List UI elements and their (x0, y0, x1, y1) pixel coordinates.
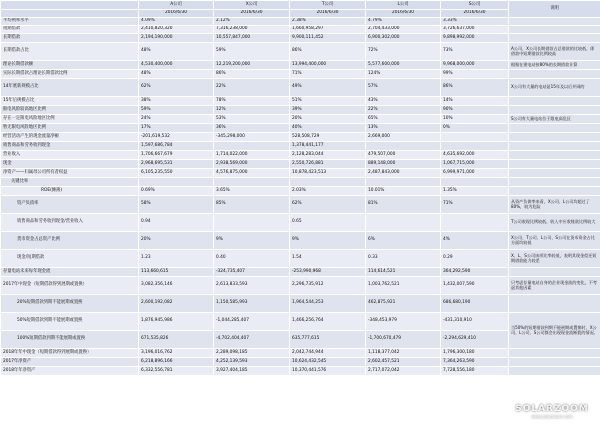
table-row (1, 97, 600, 106)
watermark-brand: SOLARZOOM (515, 404, 589, 414)
value-cell-x (214, 214, 290, 232)
value-cell-t: 2,296,735,912 (290, 277, 366, 295)
company-header-s: S公司 (441, 1, 509, 10)
value-cell-a: 4,530,400,000 (139, 61, 214, 70)
value-cell-a: 4.09% (139, 18, 214, 26)
value-cell-t: 0.65 (290, 214, 366, 232)
date-header-t: 2016/6/30 (290, 10, 366, 18)
value-cell-l: -348,453,979 (366, 313, 441, 331)
company-header-row (1, 1, 600, 10)
note-cell (509, 178, 600, 187)
value-cell-x: 2.12% (214, 18, 290, 26)
value-cell-l: 5,577,600,000 (366, 61, 441, 70)
value-cell-x: 86% (214, 70, 290, 79)
row-label: 2018年年中现金（短期借款得到展期或置换） (1, 349, 139, 358)
value-cell-a: 20% (139, 232, 214, 250)
value-cell-l: 6% (366, 232, 441, 250)
value-cell-a: 0.69% (139, 187, 214, 196)
value-cell-x (214, 142, 290, 151)
note-cell (509, 295, 600, 313)
value-cell-x: 3,927,404,185 (214, 367, 290, 376)
value-cell-x: 78% (214, 97, 290, 106)
value-cell-x: 2,289,098,185 (214, 349, 290, 358)
value-cell-s: 71% (441, 196, 509, 214)
row-label: 净资产——归属母公司所有者权益 (1, 169, 139, 178)
row-label: 长期借款占比 (1, 43, 139, 61)
value-cell-x: 4,576,875,000 (214, 169, 290, 178)
value-cell-l: 2,487,843,000 (366, 169, 441, 178)
value-cell-t: 1,466,256,764 (290, 313, 366, 331)
value-cell-l: 462,875,921 (366, 295, 441, 313)
value-cell-s: -2,294,629,410 (441, 331, 509, 349)
company-header-l: L公司 (366, 1, 441, 10)
note-cell (509, 142, 600, 151)
value-cell-s (441, 133, 509, 142)
value-cell-s: 10% (441, 115, 509, 124)
row-label: 14年底新规模占比 (1, 79, 139, 97)
note-cell (509, 358, 600, 367)
company-header-t: T公司 (290, 1, 366, 10)
table-row (1, 277, 600, 295)
value-cell-l (366, 214, 441, 232)
value-cell-a: 48% (139, 70, 214, 79)
value-cell-s: 73% (441, 43, 509, 61)
row-label: 20%短期借款到期不能展期或置换 (1, 295, 139, 313)
row-label: 现金 (1, 160, 139, 169)
value-cell-s: 90% (441, 106, 509, 115)
value-cell-t: 2.03% (290, 187, 366, 196)
row-label: ROE(摊薄) (1, 187, 139, 196)
value-cell-l: 124% (366, 70, 441, 79)
value-cell-t: 635,777,615 (290, 331, 366, 349)
value-cell-t: -253,990,968 (290, 268, 366, 277)
row-label: 短期借款 (1, 26, 139, 34)
value-cell-t (290, 178, 366, 187)
value-cell-s (441, 178, 509, 187)
value-cell-x: -345,298,000 (214, 133, 290, 142)
value-cell-s: 0.29 (441, 250, 509, 268)
table-row (1, 178, 600, 187)
value-cell-t: 2,550,726,881 (290, 160, 366, 169)
value-cell-l: 1,118,377,042 (366, 349, 441, 358)
value-cell-t: 528,508,729 (290, 133, 366, 142)
note-cell: X公司、T公司、L公司、S公司在货币资金占比方面均较低 (509, 232, 600, 250)
note-cell: T公司收现比例较低，收入中应收账款比例较大 (509, 214, 600, 232)
note-cell: S公司有大量电站位于限电高危区 (509, 115, 600, 124)
table-row (1, 43, 600, 61)
value-cell-x: 12% (214, 106, 290, 115)
row-label: 关键比率 (1, 178, 139, 187)
value-cell-s: 7,364,263,590 (441, 358, 509, 367)
row-label: 存量电站未来每年现金流 (1, 268, 139, 277)
table-row (1, 250, 600, 268)
value-cell-l: 81% (366, 196, 441, 214)
value-cell-a: 6,218,896,166 (139, 358, 214, 367)
value-cell-s: 1.35% (441, 187, 509, 196)
value-cell-l: 2,704,433,000 (366, 26, 441, 34)
value-cell-x: 7,316,238,000 (214, 26, 290, 34)
company-header-x: X公司 (214, 1, 290, 10)
table-row (1, 151, 600, 160)
note-cell: 根据在建电站按80%的长期借款计算 (509, 61, 600, 70)
note-cell (509, 97, 600, 106)
table-row (1, 79, 600, 97)
table-row (1, 34, 600, 43)
value-cell-l: 4.79% (366, 18, 441, 26)
note-cell: 从资产负债率来看，X公司、L公司均超过了80%，较为危险 (509, 196, 600, 214)
value-cell-l: 6,900,302,000 (366, 34, 441, 43)
value-cell-l: 22% (366, 106, 441, 115)
note-column-header: 说明 (509, 1, 600, 18)
value-cell-a: 2,410,820,320 (139, 26, 214, 34)
value-cell-l: 2,717,072,042 (366, 367, 441, 376)
value-cell-l: 889,148,000 (366, 160, 441, 169)
table-row (1, 187, 600, 196)
value-cell-x: -4,702,404,407 (214, 331, 290, 349)
value-cell-a: 48% (139, 43, 214, 61)
value-cell-s: -431,310,910 (441, 313, 509, 331)
watermark-url: www.solarzoom.com (531, 414, 573, 419)
note-cell: 只考虑存量电站自身的企业现金流的变化，不考虑其他因素 (509, 277, 600, 295)
value-cell-x: 1,150,585,993 (214, 295, 290, 313)
value-cell-t: 62% (290, 196, 366, 214)
note-cell (509, 151, 600, 160)
value-cell-x: 22% (214, 79, 290, 97)
value-cell-l: 65% (366, 115, 441, 124)
value-cell-a: 24% (139, 115, 214, 124)
row-label: 存在一定限电风险地区比例 (1, 115, 139, 124)
note-cell (509, 367, 600, 376)
value-cell-l: 0.33 (366, 250, 441, 268)
table-row (1, 70, 600, 79)
value-cell-a: 1,876,945,986 (139, 313, 214, 331)
date-header-s: 2016/6/30 (441, 10, 509, 18)
value-cell-a: 6,332,556,781 (139, 367, 214, 376)
value-cell-t: 10,370,441,576 (290, 367, 366, 376)
value-cell-l: 43% (366, 97, 441, 106)
row-label: 100%短期借款到期不能展期或置换 (1, 331, 139, 349)
row-label: 50%短期借款到期不能展期或置换 (1, 313, 139, 331)
value-cell-s: 0% (441, 124, 509, 133)
row-label: 限电风险较高地区比例 (1, 106, 139, 115)
value-cell-s: 1,796,300,180 (441, 349, 509, 358)
value-cell-s: 6,999,971,000 (441, 169, 509, 178)
value-cell-s: 14% (441, 97, 509, 106)
value-cell-s: 7,728,556,180 (441, 367, 509, 376)
value-cell-x: 0.40 (214, 250, 290, 268)
value-cell-s: 4,635,692,000 (441, 151, 509, 160)
value-cell-a: 2,600,192,082 (139, 295, 214, 313)
value-cell-s: 9,898,992,000 (441, 34, 509, 43)
date-header-x: 2016/6/30 (214, 10, 290, 18)
value-cell-a (139, 178, 214, 187)
value-cell-l: 479,507,000 (366, 151, 441, 160)
value-cell-x: 2,938,569,000 (214, 160, 290, 169)
value-cell-a: 113,660,615 (139, 268, 214, 277)
value-cell-s (441, 214, 509, 232)
date-header-l: 2016/6/30 (366, 10, 441, 18)
value-cell-x: 59% (214, 43, 290, 61)
value-cell-s: 4% (441, 232, 509, 250)
value-cell-s: 686,680,190 (441, 295, 509, 313)
value-cell-l (366, 142, 441, 151)
value-cell-a: 58% (139, 196, 214, 214)
value-cell-a: 59% (139, 106, 214, 115)
table-row (1, 169, 600, 178)
value-cell-a: 1,706,667,679 (139, 151, 214, 160)
row-label: 现金/短期借款 (1, 250, 139, 268)
value-cell-t: 9,900,111,452 (290, 34, 366, 43)
value-cell-s: 3.33% (441, 18, 509, 26)
row-label: 销售商品和劳务收到现金 (1, 142, 139, 151)
note-cell (509, 187, 600, 196)
value-cell-t: 10,878,423,513 (290, 169, 366, 178)
table-row (1, 349, 600, 358)
row-label: 平均利率水平 (1, 18, 139, 26)
value-cell-x: 85% (214, 196, 290, 214)
value-cell-x: 53% (214, 115, 290, 124)
value-cell-x: 36% (214, 124, 290, 133)
date-header-corner (1, 10, 139, 18)
value-cell-x: -1,044,285,407 (214, 313, 290, 331)
table-row (1, 196, 600, 214)
company-header-a: A公司 (139, 1, 214, 10)
row-label: 15年后规模占比 (1, 97, 139, 106)
value-cell-l (366, 178, 441, 187)
row-label: 2017年净资产 (1, 358, 139, 367)
value-cell-t: 49% (290, 79, 366, 97)
value-cell-a: -201,619,532 (139, 133, 214, 142)
value-cell-x: 4,252,139,593 (214, 358, 290, 367)
solarzoom-watermark (510, 404, 594, 424)
table-row (1, 61, 600, 70)
value-cell-t: 2,128,283,044 (290, 151, 366, 160)
value-cell-a: 62% (139, 79, 214, 97)
row-label: 2017年中现金（短期借款得到展期或置换） (1, 277, 139, 295)
row-label: 2018年年净资产 (1, 367, 139, 376)
value-cell-t: 9% (290, 232, 366, 250)
value-cell-a: 3,082,356,146 (139, 277, 214, 295)
value-cell-l: 57% (366, 79, 441, 97)
value-cell-a: 17% (139, 124, 214, 133)
note-cell (509, 133, 600, 142)
note-cell (509, 26, 600, 34)
value-cell-t: 2,042,744,944 (290, 349, 366, 358)
value-cell-l: 1,003,762,521 (366, 277, 441, 295)
value-cell-t: 1,964,544,253 (290, 295, 366, 313)
date-header-a: 2016/6/30 (139, 10, 214, 18)
table-row (1, 26, 600, 34)
header-corner (1, 1, 139, 10)
row-label: 长期借款 (1, 34, 139, 43)
value-cell-x: 9% (214, 232, 290, 250)
value-cell-x: 1,714,022,000 (214, 151, 290, 160)
value-cell-t: 20% (290, 115, 366, 124)
value-cell-s: 1,432,007,590 (441, 277, 509, 295)
note-cell: X、L、S公司该项比率较低，表明其现金偿还短期借款能力较差 (509, 250, 600, 268)
table-row (1, 268, 600, 277)
table-row (1, 133, 600, 142)
note-cell: X公司有大量的电站是15年及以后并网的 (509, 79, 600, 97)
row-label: 销售商品和劳务收到现金/营业收入 (1, 214, 139, 232)
value-cell-t: 86% (290, 43, 366, 61)
value-cell-x: 12,219,200,000 (214, 61, 290, 70)
value-cell-s (441, 142, 509, 151)
value-cell-l: 10.01% (366, 187, 441, 196)
note-cell (509, 18, 600, 26)
table-row (1, 214, 600, 232)
note-cell (509, 349, 600, 358)
value-cell-a: 671,535,826 (139, 331, 214, 349)
value-cell-l: 72% (366, 43, 441, 61)
value-cell-l: -1,700,670,479 (366, 331, 441, 349)
row-label: 理论长期借款额 (1, 61, 139, 70)
note-cell (509, 70, 600, 79)
table-row (1, 18, 600, 26)
value-cell-a: 38% (139, 97, 214, 106)
note-cell (509, 106, 600, 115)
value-cell-x: 2,613,833,593 (214, 277, 290, 295)
row-label: 实际长期借款占理论长期借款比例 (1, 70, 139, 79)
table-row (1, 358, 600, 367)
value-cell-a: 2,194,190,000 (139, 34, 214, 43)
value-cell-x: 3.65% (214, 187, 290, 196)
value-cell-s: 364,292,590 (441, 268, 509, 277)
note-cell (509, 160, 600, 169)
value-cell-s: 3,726,637,000 (441, 26, 509, 34)
value-cell-l: 2,669,000 (366, 133, 441, 142)
note-cell (509, 34, 600, 43)
value-cell-t: 51% (290, 97, 366, 106)
note-cell: A公司、X公司长期借款占总借款的比较低，即借款中短期借款比例较高 (509, 43, 600, 61)
value-cell-s: 1,067,715,000 (441, 160, 509, 169)
table-row (1, 115, 600, 124)
table-row (1, 160, 600, 169)
value-cell-l: 13% (366, 124, 441, 133)
value-cell-s: 86% (441, 79, 509, 97)
row-label: 货币资金占总资产比例 (1, 232, 139, 250)
value-cell-t: 39% (290, 106, 366, 115)
note-cell (509, 124, 600, 133)
value-cell-t: 40% (290, 124, 366, 133)
value-cell-a: 3,196,016,762 (139, 349, 214, 358)
value-cell-x (214, 178, 290, 187)
note-cell (509, 268, 600, 277)
value-cell-x: -324,735,407 (214, 268, 290, 277)
row-label: 经营活动产生的现金流量净额 (1, 133, 139, 142)
table-row (1, 232, 600, 250)
value-cell-t: 13,994,400,000 (290, 61, 366, 70)
row-label: 营业收入 (1, 151, 139, 160)
note-cell (509, 169, 600, 178)
value-cell-s: 9,968,000,000 (441, 61, 509, 70)
note-cell: 当50%的短期借款到期不能展期或置换时，X公司、L公司、S公司都会出现现金流断裂的情况。 (509, 313, 600, 349)
value-cell-t: 1,378,441,177 (290, 142, 366, 151)
table-row (1, 106, 600, 115)
table-row (1, 295, 600, 313)
value-cell-l: 114,614,521 (366, 268, 441, 277)
value-cell-t: 1,660,958,297 (290, 26, 366, 34)
table-row (1, 313, 600, 331)
value-cell-t: 10,624,432,545 (290, 358, 366, 367)
table-row (1, 142, 600, 151)
value-cell-t: 2.38% (290, 18, 366, 26)
row-label: 暂无限电风险地区比例 (1, 124, 139, 133)
value-cell-t: 1.54 (290, 250, 366, 268)
table-row (1, 367, 600, 376)
value-cell-a: 1.23 (139, 250, 214, 268)
value-cell-t: 71% (290, 70, 366, 79)
value-cell-x: 10,557,847,000 (214, 34, 290, 43)
value-cell-a: 6,105,235,550 (139, 169, 214, 178)
value-cell-s: 99% (441, 70, 509, 79)
value-cell-l: 2,602,457,521 (366, 358, 441, 367)
value-cell-a: 1,597,686,784 (139, 142, 214, 151)
row-label: 资产负债率 (1, 196, 139, 214)
value-cell-a: 2,968,695,531 (139, 160, 214, 169)
table-row (1, 124, 600, 133)
value-cell-a: 0.94 (139, 214, 214, 232)
